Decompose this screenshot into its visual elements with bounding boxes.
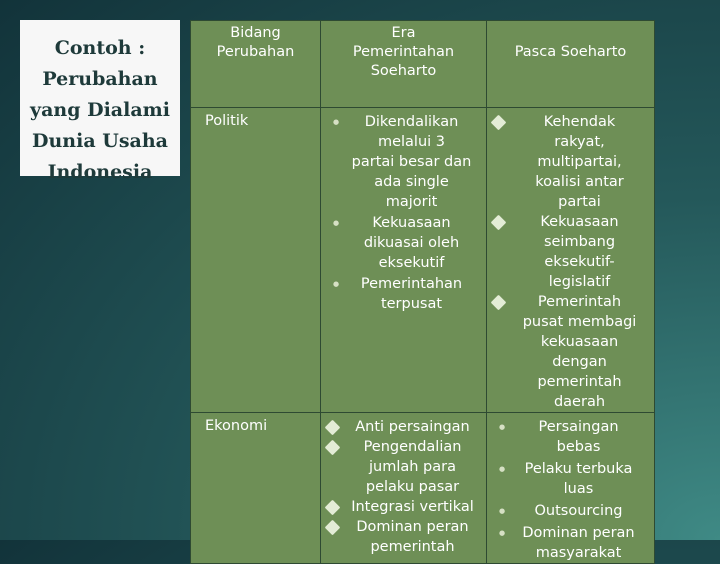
list-item: ● Pemerintahan terpusat	[321, 274, 486, 314]
bullet-dot-icon: ●	[498, 465, 506, 473]
bullet-dot-icon: ●	[332, 219, 340, 227]
row-label: Politik	[191, 108, 321, 413]
era-cell	[321, 413, 487, 564]
list-item: Anti persaingan	[321, 417, 486, 437]
comparison-table	[190, 20, 655, 564]
bullet-dot-icon: ●	[332, 280, 340, 288]
diamond-bullet-icon	[325, 500, 341, 516]
diamond-bullet-icon	[325, 440, 341, 456]
list-item: ● Pelaku terbuka luas	[487, 459, 654, 499]
row-label: Ekonomi	[191, 413, 321, 564]
era-cell	[321, 108, 487, 413]
list-item: Kehendak rakyat, multipartai, koalisi antar partai	[487, 112, 654, 212]
title-line: Indonesia	[47, 161, 153, 183]
bullet-dot-icon: ●	[332, 118, 340, 126]
list-item: Kekuasaan seimbang eksekutif- legislatif	[487, 212, 654, 292]
table-row-politik	[191, 108, 655, 413]
slide-title	[20, 20, 180, 183]
list-item: ● Outsourcing	[487, 501, 654, 521]
header-pasca-soeharto: Pasca Soeharto	[487, 21, 655, 108]
diamond-bullet-icon	[491, 115, 507, 131]
header-era-soeharto: Era Pemerintahan Soeharto	[321, 21, 487, 108]
list-item: ● Dominan peran masyarakat	[487, 523, 654, 563]
diamond-bullet-icon	[325, 420, 341, 436]
header-bidang: Bidang Perubahan	[191, 21, 321, 108]
list-item: Dominan peran pemerintah	[321, 517, 486, 557]
diamond-bullet-icon	[491, 215, 507, 231]
list-item: ● Dikendalikan melalui 3 partai besar dan ada single majorit	[321, 112, 486, 212]
bullet-dot-icon: ●	[498, 423, 506, 431]
bullet-dot-icon: ●	[498, 507, 506, 515]
title-line: Perubahan	[42, 68, 158, 90]
list-item: Pemerintah pusat membagi kekuasaan dengan pemerintah daerah	[487, 292, 654, 412]
table-header-row	[191, 21, 655, 108]
list-item: ● Kekuasaan dikuasai oleh eksekutif	[321, 213, 486, 273]
table-row-ekonomi	[191, 413, 655, 564]
list-item: Integrasi vertikal	[321, 497, 486, 517]
bullet-dot-icon: ●	[498, 529, 506, 537]
list-item: ● Persaingan bebas	[487, 417, 654, 457]
title-line: Dunia Usaha	[32, 130, 168, 152]
list-item: Pengendalian jumlah para pelaku pasar	[321, 437, 486, 497]
title-line: Contoh :	[54, 37, 146, 59]
diamond-bullet-icon	[325, 520, 341, 536]
title-line: yang Dialami	[30, 99, 170, 121]
pasca-cell	[487, 413, 655, 564]
diamond-bullet-icon	[491, 295, 507, 311]
pasca-cell	[487, 108, 655, 413]
